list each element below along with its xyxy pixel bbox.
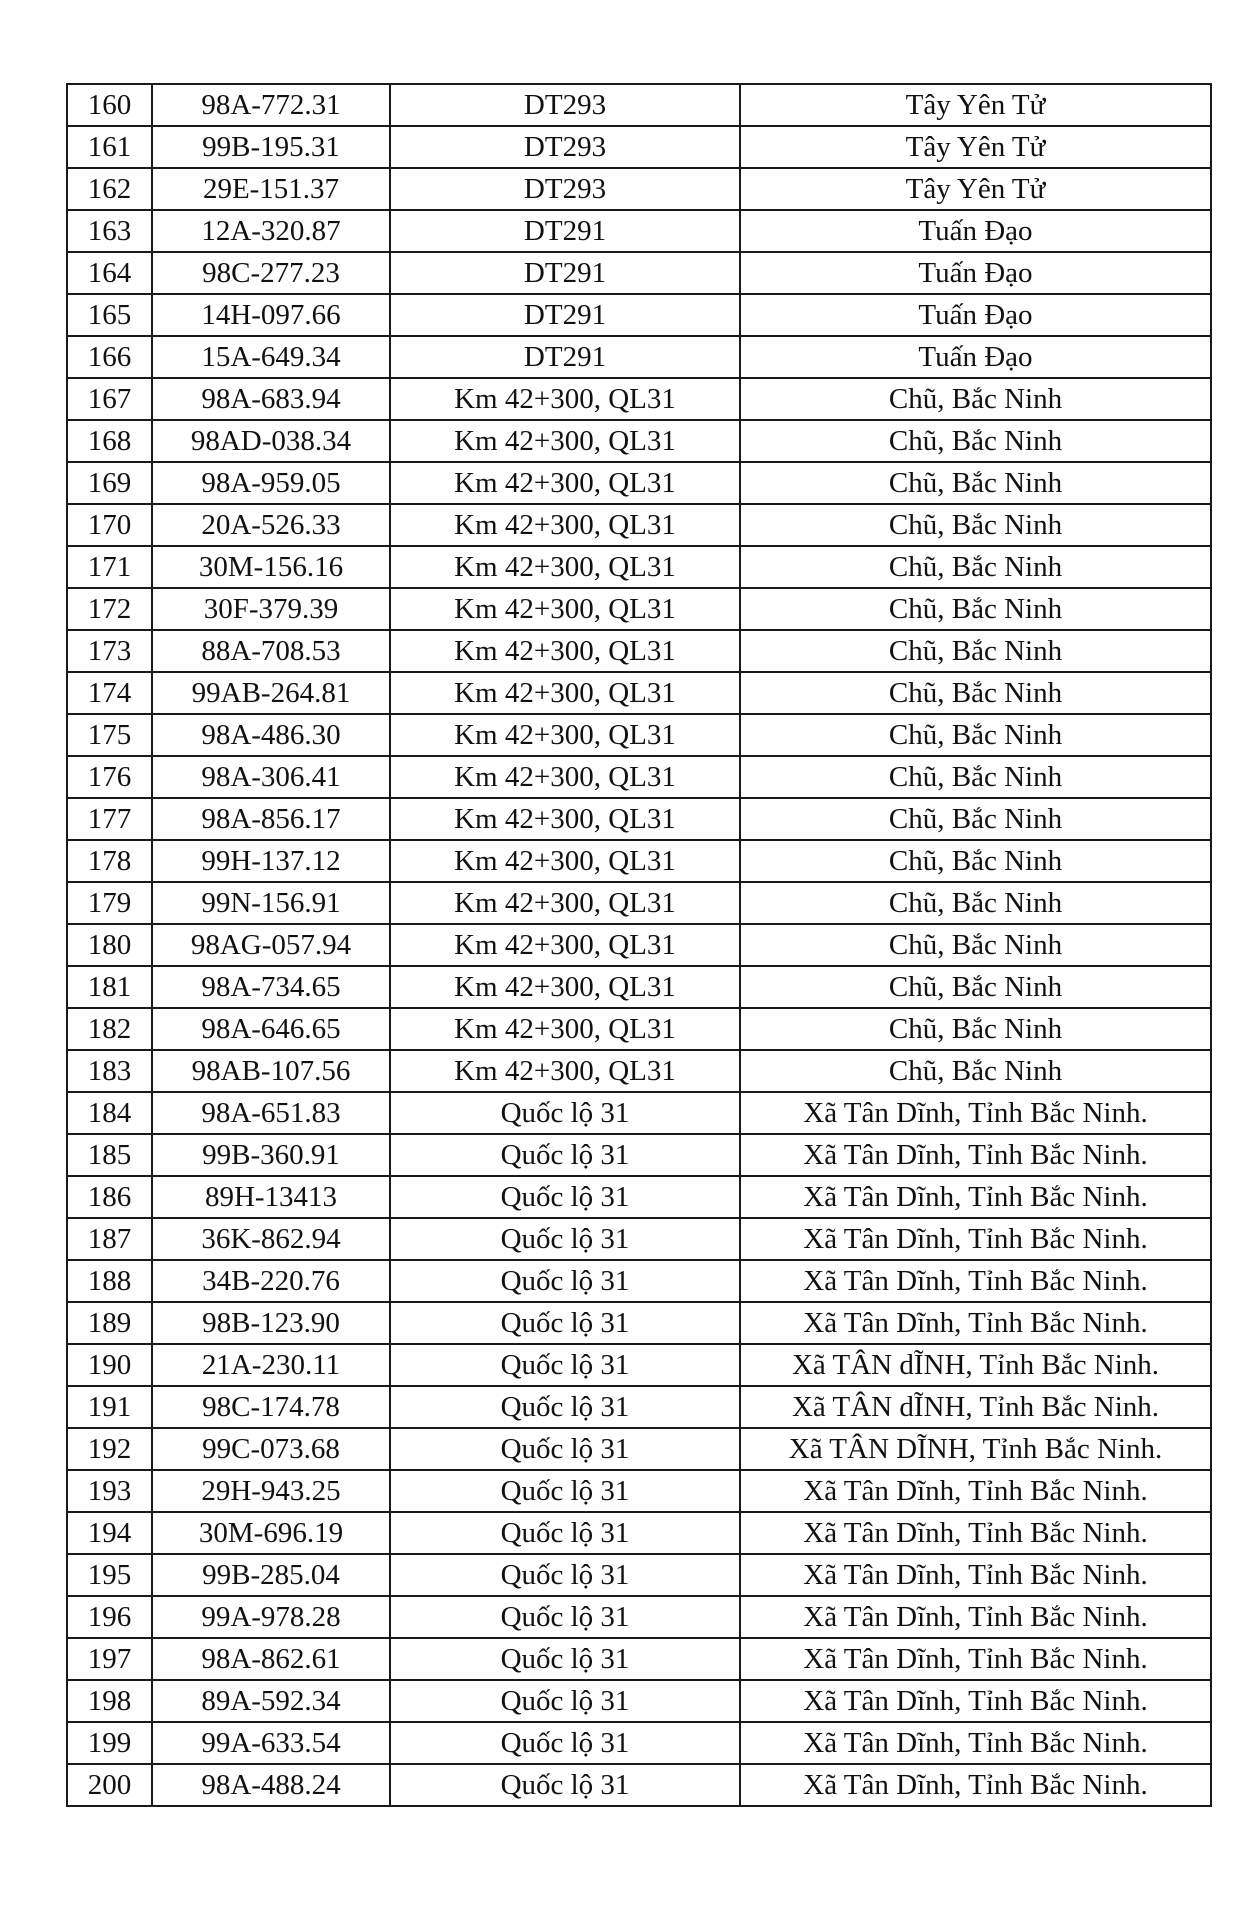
road-cell: DT293 xyxy=(390,126,740,168)
row-number-cell: 198 xyxy=(67,1680,152,1722)
location-cell: Tây Yên Tử xyxy=(740,84,1211,126)
road-cell: Quốc lộ 31 xyxy=(390,1722,740,1764)
row-number-cell: 178 xyxy=(67,840,152,882)
license-plate-cell: 36K-862.94 xyxy=(152,1218,390,1260)
location-cell: Chũ, Bắc Ninh xyxy=(740,546,1211,588)
road-cell: Quốc lộ 31 xyxy=(390,1176,740,1218)
road-cell: Km 42+300, QL31 xyxy=(390,882,740,924)
row-number-cell: 177 xyxy=(67,798,152,840)
table-row xyxy=(67,630,1211,672)
road-cell: DT291 xyxy=(390,336,740,378)
location-cell: Xã Tân Dĩnh, Tỉnh Bắc Ninh. xyxy=(740,1470,1211,1512)
location-cell: Chũ, Bắc Ninh xyxy=(740,420,1211,462)
location-cell: Chũ, Bắc Ninh xyxy=(740,1008,1211,1050)
table-row xyxy=(67,1638,1211,1680)
row-number-cell: 174 xyxy=(67,672,152,714)
table-row xyxy=(67,1512,1211,1554)
license-plate-cell: 12A-320.87 xyxy=(152,210,390,252)
license-plate-cell: 15A-649.34 xyxy=(152,336,390,378)
license-plate-cell: 89H-13413 xyxy=(152,1176,390,1218)
table-row xyxy=(67,462,1211,504)
row-number-cell: 193 xyxy=(67,1470,152,1512)
table-row xyxy=(67,588,1211,630)
location-cell: Chũ, Bắc Ninh xyxy=(740,588,1211,630)
table-row xyxy=(67,1218,1211,1260)
location-cell: Chũ, Bắc Ninh xyxy=(740,840,1211,882)
table-row xyxy=(67,126,1211,168)
road-cell: Quốc lộ 31 xyxy=(390,1638,740,1680)
road-cell: Km 42+300, QL31 xyxy=(390,840,740,882)
location-cell: Xã Tân Dĩnh, Tỉnh Bắc Ninh. xyxy=(740,1764,1211,1806)
location-cell: Chũ, Bắc Ninh xyxy=(740,672,1211,714)
road-cell: DT291 xyxy=(390,294,740,336)
road-cell: Quốc lộ 31 xyxy=(390,1092,740,1134)
license-plate-cell: 99B-195.31 xyxy=(152,126,390,168)
row-number-cell: 179 xyxy=(67,882,152,924)
road-cell: Km 42+300, QL31 xyxy=(390,756,740,798)
table-row xyxy=(67,1386,1211,1428)
license-plate-cell: 98A-959.05 xyxy=(152,462,390,504)
row-number-cell: 168 xyxy=(67,420,152,462)
license-plate-cell: 98A-486.30 xyxy=(152,714,390,756)
license-plate-cell: 20A-526.33 xyxy=(152,504,390,546)
location-cell: Chũ, Bắc Ninh xyxy=(740,378,1211,420)
road-cell: Km 42+300, QL31 xyxy=(390,1050,740,1092)
table-row xyxy=(67,1050,1211,1092)
row-number-cell: 184 xyxy=(67,1092,152,1134)
table-row xyxy=(67,672,1211,714)
location-cell: Xã Tân Dĩnh, Tỉnh Bắc Ninh. xyxy=(740,1218,1211,1260)
road-cell: Quốc lộ 31 xyxy=(390,1596,740,1638)
location-cell: Xã Tân Dĩnh, Tỉnh Bắc Ninh. xyxy=(740,1722,1211,1764)
road-cell: Quốc lộ 31 xyxy=(390,1554,740,1596)
row-number-cell: 165 xyxy=(67,294,152,336)
location-cell: Tuấn Đạo xyxy=(740,210,1211,252)
location-cell: Xã Tân Dĩnh, Tỉnh Bắc Ninh. xyxy=(740,1680,1211,1722)
table-body xyxy=(67,84,1211,1806)
table-row xyxy=(67,1092,1211,1134)
location-cell: Xã Tân Dĩnh, Tỉnh Bắc Ninh. xyxy=(740,1554,1211,1596)
road-cell: Km 42+300, QL31 xyxy=(390,504,740,546)
table-row xyxy=(67,966,1211,1008)
road-cell: Quốc lộ 31 xyxy=(390,1680,740,1722)
row-number-cell: 199 xyxy=(67,1722,152,1764)
table-row xyxy=(67,1764,1211,1806)
table-row xyxy=(67,714,1211,756)
row-number-cell: 183 xyxy=(67,1050,152,1092)
location-cell: Tuấn Đạo xyxy=(740,252,1211,294)
road-cell: Km 42+300, QL31 xyxy=(390,966,740,1008)
row-number-cell: 166 xyxy=(67,336,152,378)
road-cell: Km 42+300, QL31 xyxy=(390,630,740,672)
violation-table xyxy=(66,83,1212,1807)
license-plate-cell: 89A-592.34 xyxy=(152,1680,390,1722)
road-cell: Km 42+300, QL31 xyxy=(390,1008,740,1050)
table-row xyxy=(67,1680,1211,1722)
road-cell: DT291 xyxy=(390,252,740,294)
road-cell: DT293 xyxy=(390,168,740,210)
license-plate-cell: 98A-734.65 xyxy=(152,966,390,1008)
location-cell: Xã Tân Dĩnh, Tỉnh Bắc Ninh. xyxy=(740,1260,1211,1302)
row-number-cell: 167 xyxy=(67,378,152,420)
license-plate-cell: 98A-683.94 xyxy=(152,378,390,420)
location-cell: Xã TÂN dĨNH, Tỉnh Bắc Ninh. xyxy=(740,1344,1211,1386)
road-cell: Quốc lộ 31 xyxy=(390,1764,740,1806)
location-cell: Chũ, Bắc Ninh xyxy=(740,1050,1211,1092)
license-plate-cell: 99N-156.91 xyxy=(152,882,390,924)
road-cell: Km 42+300, QL31 xyxy=(390,924,740,966)
location-cell: Xã Tân Dĩnh, Tỉnh Bắc Ninh. xyxy=(740,1596,1211,1638)
row-number-cell: 175 xyxy=(67,714,152,756)
table-row xyxy=(67,1344,1211,1386)
road-cell: Quốc lộ 31 xyxy=(390,1302,740,1344)
table-row xyxy=(67,210,1211,252)
table-row xyxy=(67,1008,1211,1050)
license-plate-cell: 88A-708.53 xyxy=(152,630,390,672)
location-cell: Xã Tân Dĩnh, Tỉnh Bắc Ninh. xyxy=(740,1092,1211,1134)
road-cell: Quốc lộ 31 xyxy=(390,1260,740,1302)
row-number-cell: 181 xyxy=(67,966,152,1008)
license-plate-cell: 98C-277.23 xyxy=(152,252,390,294)
road-cell: Km 42+300, QL31 xyxy=(390,672,740,714)
location-cell: Xã Tân Dĩnh, Tỉnh Bắc Ninh. xyxy=(740,1302,1211,1344)
location-cell: Xã Tân Dĩnh, Tỉnh Bắc Ninh. xyxy=(740,1134,1211,1176)
location-cell: Chũ, Bắc Ninh xyxy=(740,462,1211,504)
license-plate-cell: 14H-097.66 xyxy=(152,294,390,336)
license-plate-cell: 21A-230.11 xyxy=(152,1344,390,1386)
table-row xyxy=(67,252,1211,294)
row-number-cell: 192 xyxy=(67,1428,152,1470)
row-number-cell: 160 xyxy=(67,84,152,126)
row-number-cell: 188 xyxy=(67,1260,152,1302)
license-plate-cell: 34B-220.76 xyxy=(152,1260,390,1302)
table-row xyxy=(67,294,1211,336)
location-cell: Xã Tân Dĩnh, Tỉnh Bắc Ninh. xyxy=(740,1638,1211,1680)
row-number-cell: 182 xyxy=(67,1008,152,1050)
license-plate-cell: 98AD-038.34 xyxy=(152,420,390,462)
license-plate-cell: 30M-696.19 xyxy=(152,1512,390,1554)
location-cell: Tuấn Đạo xyxy=(740,336,1211,378)
table-row xyxy=(67,546,1211,588)
row-number-cell: 200 xyxy=(67,1764,152,1806)
row-number-cell: 194 xyxy=(67,1512,152,1554)
location-cell: Tây Yên Tử xyxy=(740,168,1211,210)
location-cell: Tuấn Đạo xyxy=(740,294,1211,336)
location-cell: Chũ, Bắc Ninh xyxy=(740,504,1211,546)
row-number-cell: 172 xyxy=(67,588,152,630)
table-row xyxy=(67,840,1211,882)
license-plate-cell: 99H-137.12 xyxy=(152,840,390,882)
road-cell: DT293 xyxy=(390,84,740,126)
table-row xyxy=(67,1176,1211,1218)
location-cell: Xã Tân Dĩnh, Tỉnh Bắc Ninh. xyxy=(740,1176,1211,1218)
license-plate-cell: 98A-862.61 xyxy=(152,1638,390,1680)
row-number-cell: 187 xyxy=(67,1218,152,1260)
table-row xyxy=(67,1470,1211,1512)
row-number-cell: 171 xyxy=(67,546,152,588)
road-cell: Km 42+300, QL31 xyxy=(390,420,740,462)
road-cell: Quốc lộ 31 xyxy=(390,1218,740,1260)
license-plate-cell: 30F-379.39 xyxy=(152,588,390,630)
road-cell: Km 42+300, QL31 xyxy=(390,546,740,588)
road-cell: Quốc lộ 31 xyxy=(390,1428,740,1470)
road-cell: Km 42+300, QL31 xyxy=(390,462,740,504)
table-row xyxy=(67,1554,1211,1596)
table-row xyxy=(67,1134,1211,1176)
table-row xyxy=(67,420,1211,462)
license-plate-cell: 98C-174.78 xyxy=(152,1386,390,1428)
location-cell: Xã TÂN dĨNH, Tỉnh Bắc Ninh. xyxy=(740,1386,1211,1428)
road-cell: Km 42+300, QL31 xyxy=(390,588,740,630)
table-row xyxy=(67,798,1211,840)
row-number-cell: 176 xyxy=(67,756,152,798)
license-plate-cell: 29H-943.25 xyxy=(152,1470,390,1512)
row-number-cell: 191 xyxy=(67,1386,152,1428)
location-cell: Xã TÂN DĨNH, Tỉnh Bắc Ninh. xyxy=(740,1428,1211,1470)
road-cell: Quốc lộ 31 xyxy=(390,1386,740,1428)
location-cell: Tây Yên Tử xyxy=(740,126,1211,168)
license-plate-cell: 98A-772.31 xyxy=(152,84,390,126)
row-number-cell: 196 xyxy=(67,1596,152,1638)
table-row xyxy=(67,756,1211,798)
row-number-cell: 197 xyxy=(67,1638,152,1680)
table-row xyxy=(67,1722,1211,1764)
table-row xyxy=(67,378,1211,420)
table-row xyxy=(67,84,1211,126)
location-cell: Chũ, Bắc Ninh xyxy=(740,630,1211,672)
license-plate-cell: 99B-285.04 xyxy=(152,1554,390,1596)
table-row xyxy=(67,924,1211,966)
row-number-cell: 173 xyxy=(67,630,152,672)
license-plate-cell: 30M-156.16 xyxy=(152,546,390,588)
license-plate-cell: 98A-651.83 xyxy=(152,1092,390,1134)
license-plate-cell: 98A-306.41 xyxy=(152,756,390,798)
row-number-cell: 190 xyxy=(67,1344,152,1386)
table-row xyxy=(67,336,1211,378)
row-number-cell: 161 xyxy=(67,126,152,168)
table-row xyxy=(67,1302,1211,1344)
table-row xyxy=(67,882,1211,924)
location-cell: Chũ, Bắc Ninh xyxy=(740,882,1211,924)
license-plate-cell: 99A-633.54 xyxy=(152,1722,390,1764)
row-number-cell: 162 xyxy=(67,168,152,210)
road-cell: Km 42+300, QL31 xyxy=(390,714,740,756)
table-row xyxy=(67,504,1211,546)
license-plate-cell: 98AG-057.94 xyxy=(152,924,390,966)
license-plate-cell: 29E-151.37 xyxy=(152,168,390,210)
road-cell: DT291 xyxy=(390,210,740,252)
license-plate-cell: 98A-856.17 xyxy=(152,798,390,840)
license-plate-cell: 99A-978.28 xyxy=(152,1596,390,1638)
location-cell: Xã Tân Dĩnh, Tỉnh Bắc Ninh. xyxy=(740,1512,1211,1554)
license-plate-cell: 98AB-107.56 xyxy=(152,1050,390,1092)
license-plate-cell: 99B-360.91 xyxy=(152,1134,390,1176)
row-number-cell: 195 xyxy=(67,1554,152,1596)
road-cell: Quốc lộ 31 xyxy=(390,1512,740,1554)
row-number-cell: 189 xyxy=(67,1302,152,1344)
location-cell: Chũ, Bắc Ninh xyxy=(740,756,1211,798)
row-number-cell: 180 xyxy=(67,924,152,966)
row-number-cell: 170 xyxy=(67,504,152,546)
table-row xyxy=(67,168,1211,210)
row-number-cell: 163 xyxy=(67,210,152,252)
row-number-cell: 169 xyxy=(67,462,152,504)
row-number-cell: 164 xyxy=(67,252,152,294)
license-plate-cell: 99AB-264.81 xyxy=(152,672,390,714)
table-row xyxy=(67,1596,1211,1638)
table-row xyxy=(67,1428,1211,1470)
license-plate-cell: 98A-646.65 xyxy=(152,1008,390,1050)
location-cell: Chũ, Bắc Ninh xyxy=(740,966,1211,1008)
row-number-cell: 186 xyxy=(67,1176,152,1218)
road-cell: Km 42+300, QL31 xyxy=(390,378,740,420)
license-plate-cell: 98B-123.90 xyxy=(152,1302,390,1344)
road-cell: Quốc lộ 31 xyxy=(390,1134,740,1176)
location-cell: Chũ, Bắc Ninh xyxy=(740,798,1211,840)
location-cell: Chũ, Bắc Ninh xyxy=(740,714,1211,756)
row-number-cell: 185 xyxy=(67,1134,152,1176)
road-cell: Quốc lộ 31 xyxy=(390,1344,740,1386)
location-cell: Chũ, Bắc Ninh xyxy=(740,924,1211,966)
road-cell: Km 42+300, QL31 xyxy=(390,798,740,840)
table-row xyxy=(67,1260,1211,1302)
road-cell: Quốc lộ 31 xyxy=(390,1470,740,1512)
license-plate-cell: 99C-073.68 xyxy=(152,1428,390,1470)
license-plate-cell: 98A-488.24 xyxy=(152,1764,390,1806)
